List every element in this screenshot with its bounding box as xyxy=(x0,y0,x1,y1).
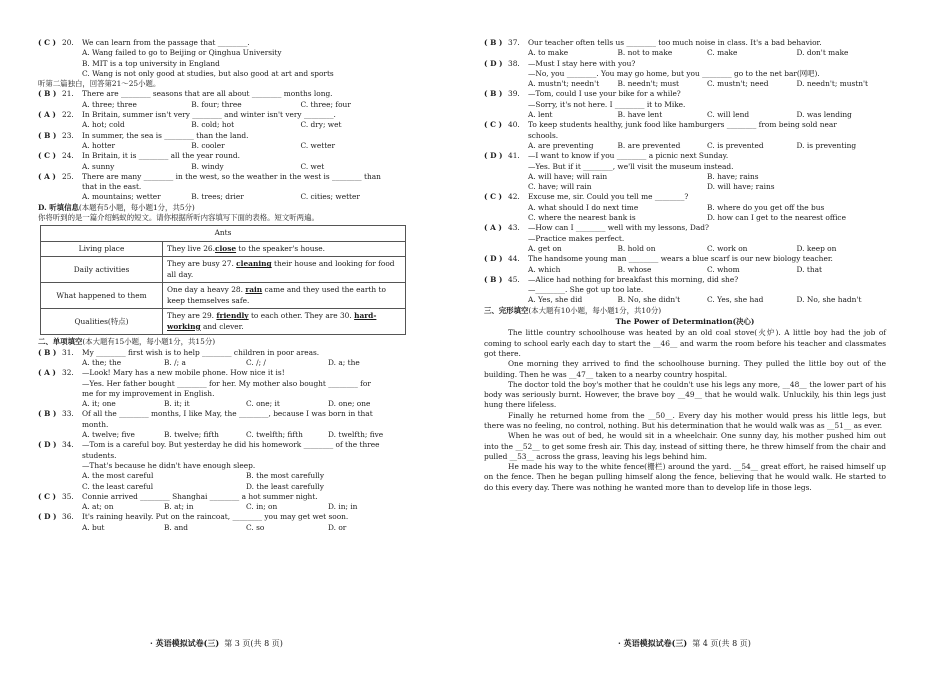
question-text: In summer, the sea is ________ than the land. xyxy=(82,130,249,140)
option: B. MIT is a top university in England xyxy=(82,58,220,68)
answer-mark: ( B ) xyxy=(38,130,57,140)
row-label: Qualities(特点) xyxy=(41,309,163,335)
passage-paragraph: When he was out of bed, he would sit in a wheelchair. One sunny day, his mother pushed him out into the __52__ to get some fresh air. This day, instead of sitting there, he threw himself from the chair and pulled __53__ across the grass, leaving his legs behind him. xyxy=(484,431,886,461)
option: A. sunny xyxy=(82,161,115,171)
question-42 xyxy=(484,192,886,223)
question-number: 22. xyxy=(62,110,74,120)
question-21 xyxy=(38,89,410,110)
answer-mark: ( A ) xyxy=(38,171,56,181)
passage-paragraph: He made his way to the white fence(栅栏) around the yard. __54__ great effort, he raised himself up on the fence. Then he began pulling himself along the fence, believing that he would walk. He started to do this every day. There was nothing he wanted more than to develop life in those legs. xyxy=(484,462,886,492)
question-text-cont: —________. She got up too late. xyxy=(528,285,644,295)
answer-word: close xyxy=(214,243,237,253)
question-36 xyxy=(38,512,410,533)
question-text: —Must I stay here with you? xyxy=(528,58,636,68)
option: C. cities; wetter xyxy=(300,192,360,202)
question-35 xyxy=(38,492,410,513)
options xyxy=(528,244,886,254)
passage-paragraph: The doctor told the boy's mother that he couldn't use his legs any more, __48__ the lower part of his body was seriously burnt. However, the brave boy __49__ that he would walk. Unluckily, his thin legs just hung there lifeless. xyxy=(484,379,886,410)
question-34 xyxy=(38,440,410,491)
table-row xyxy=(41,283,406,309)
page-footer-right xyxy=(618,638,751,649)
question-number: 44. xyxy=(508,254,520,264)
option: A. twelve; five xyxy=(82,430,135,440)
listening-instruction: 听第二篇独白，回答第21～25小题。 xyxy=(38,79,161,89)
option: A. to make xyxy=(528,48,569,58)
answer-blank xyxy=(236,259,272,268)
row-text: They are 29. xyxy=(167,311,215,321)
option: D. the least carefully xyxy=(246,481,324,491)
answer-mark: ( C ) xyxy=(484,120,503,130)
question-text-cont: schools. xyxy=(528,130,559,140)
question-43 xyxy=(484,223,886,254)
section-note: (本题有5小题，每小题1分，共5分) xyxy=(78,202,195,212)
option: A. hotter xyxy=(82,140,116,150)
question-number: 25. xyxy=(62,171,74,181)
row-content xyxy=(163,309,406,335)
answer-mark: ( B ) xyxy=(38,89,57,99)
option: C. mustn't; need xyxy=(707,79,769,89)
option: B. whose xyxy=(617,264,652,274)
question-32 xyxy=(38,368,410,409)
options xyxy=(528,213,886,223)
answer-mark: ( D ) xyxy=(484,151,503,161)
question-40 xyxy=(484,120,886,151)
answer-mark: ( D ) xyxy=(484,254,503,264)
option: A. it; one xyxy=(82,399,116,409)
options xyxy=(528,295,886,305)
answer-mark: ( A ) xyxy=(484,223,502,233)
section-note: (本大题有15小题，每小题1分，共15分) xyxy=(82,337,216,347)
option: B. where do you get off the bus xyxy=(707,202,825,212)
option: B. have; rains xyxy=(707,171,759,181)
question-number: 40. xyxy=(508,120,520,130)
answer-mark: ( C ) xyxy=(38,491,57,501)
footer-page: 第 3 页(共 8 页) xyxy=(224,639,283,648)
option: D. how can I get to the nearest office xyxy=(707,213,846,223)
option: A. mountains; wetter xyxy=(82,192,161,202)
question-number: 34. xyxy=(62,440,74,450)
question-number: 24. xyxy=(62,151,74,161)
option: D. one; one xyxy=(328,399,371,409)
option: C. so xyxy=(246,522,265,532)
answer-mark: ( B ) xyxy=(484,38,503,47)
answer-mark: ( D ) xyxy=(38,512,57,522)
options xyxy=(528,182,886,192)
options xyxy=(528,79,886,89)
options xyxy=(82,502,410,512)
footer-title: · 英语模拟试卷(三) xyxy=(618,638,688,648)
question-44 xyxy=(484,254,886,275)
question-text: Connie arrived ________ Shanghai ________ a hot summer night. xyxy=(82,491,318,501)
option: A. get on xyxy=(528,243,562,253)
row-label: Living place xyxy=(41,241,163,257)
option: A. the; the xyxy=(82,357,122,367)
option: B. at; in xyxy=(164,502,194,512)
option: A. hot; cold xyxy=(82,120,125,130)
option: B. the most carefully xyxy=(246,471,325,481)
question-31 xyxy=(38,348,410,369)
option: A. what should I do next time xyxy=(528,202,639,212)
question-20 xyxy=(38,38,410,79)
question-number: 33. xyxy=(62,409,74,419)
options xyxy=(82,100,410,110)
question-text: There are ________ seasons that are all about ________ months long. xyxy=(82,89,333,99)
section-title: 三、完形填空 xyxy=(484,305,529,315)
option: D. or xyxy=(328,522,347,532)
question-text-cont: month. xyxy=(82,419,109,429)
option: C. twelfth; fifth xyxy=(246,430,303,440)
option: B. are prevented xyxy=(617,140,681,150)
option: C. make xyxy=(707,48,738,58)
options xyxy=(82,120,410,130)
question-number: 37. xyxy=(508,38,520,47)
footer-title: · 英语模拟试卷(三) xyxy=(150,638,220,648)
option: D. was lending xyxy=(796,110,852,120)
options xyxy=(528,141,886,151)
question-number: 39. xyxy=(508,89,520,99)
right-page xyxy=(484,38,886,493)
question-24 xyxy=(38,151,410,172)
question-text: Our teacher often tells us ________ too much noise in class. It's a bad behavior. xyxy=(528,38,822,47)
question-text-cont: —Practice makes perfect. xyxy=(528,233,625,243)
option: A. Wang failed to go to Beijing or Qinghua University xyxy=(82,48,282,58)
option: B. hold on xyxy=(617,243,656,253)
answer-mark: ( C ) xyxy=(38,38,57,47)
answer-mark: ( C ) xyxy=(484,192,503,202)
option: C. Wang is not only good at studies, but also good at art and sports xyxy=(82,68,334,78)
answer-blank xyxy=(216,311,248,320)
options xyxy=(82,192,410,202)
option: D. that xyxy=(796,264,822,274)
question-22 xyxy=(38,110,410,131)
question-text: It's raining heavily. Put on the raincoat, ________ you may get wet soon. xyxy=(82,512,349,522)
question-text: We can learn from the passage that ________. xyxy=(82,38,250,47)
row-content xyxy=(163,257,406,283)
question-text: —Look! Mary has a new mobile phone. How nice it is! xyxy=(82,368,285,378)
question-39 xyxy=(484,89,886,120)
question-41 xyxy=(484,151,886,192)
question-text: —How can I ________ well with my lessons, Dad? xyxy=(528,223,709,233)
option: C. in; on xyxy=(246,502,278,512)
row-label: What happened to them xyxy=(41,283,163,309)
option: A. at; on xyxy=(82,502,114,512)
options xyxy=(82,482,410,492)
options xyxy=(528,172,886,182)
row-text: to each other. They are 30. xyxy=(248,311,352,321)
table-header-row xyxy=(41,226,406,242)
row-content xyxy=(163,283,406,309)
option: B. it; it xyxy=(164,399,190,409)
question-number: 45. xyxy=(508,274,520,284)
answer-blank xyxy=(245,285,262,294)
option: A. will have; will rain xyxy=(528,171,608,181)
option: B. cooler xyxy=(191,140,225,150)
option: D. is preventing xyxy=(796,140,857,150)
option: A. are preventing xyxy=(528,140,594,150)
option: C. is prevented xyxy=(707,140,764,150)
option: A. lent xyxy=(528,110,553,120)
answer-mark: ( B ) xyxy=(484,274,503,284)
option: C. have; will rain xyxy=(528,182,592,192)
option: A. but xyxy=(82,522,105,532)
options xyxy=(528,48,886,58)
option: C. whom xyxy=(707,264,740,274)
section-title: D. 听填信息 xyxy=(38,202,79,212)
option: B. needn't; must xyxy=(617,79,679,89)
question-number: 21. xyxy=(62,89,74,99)
question-45 xyxy=(484,275,886,306)
answer-mark: ( C ) xyxy=(38,151,57,161)
answer-word: hard-working xyxy=(167,311,377,331)
option: B. /; a xyxy=(164,357,186,367)
option: B. four; three xyxy=(191,99,242,109)
answer-blank xyxy=(215,244,236,253)
question-text: —Tom is a careful boy. But yesterday he did his homework ________ of the three xyxy=(82,440,380,450)
question-number: 38. xyxy=(508,58,520,68)
option: C. dry; wet xyxy=(300,120,342,130)
row-text: and clever. xyxy=(200,321,244,331)
row-content xyxy=(163,241,406,257)
option: B. and xyxy=(164,522,189,532)
question-text-cont: —Sorry, it's not here. I ________ it to Mike. xyxy=(528,99,686,109)
option: C. wetter xyxy=(300,140,336,150)
answer-mark: ( D ) xyxy=(38,440,57,450)
answer-mark: ( B ) xyxy=(38,409,57,419)
answer-mark: ( D ) xyxy=(484,58,503,68)
option: B. have lent xyxy=(617,110,663,120)
question-text: —I want to know if you ________ a picnic next Sunday. xyxy=(528,151,729,161)
option: D. twelfth; five xyxy=(328,430,384,440)
question-text-cont: me for my improvement in English. xyxy=(82,388,215,398)
section-3-heading xyxy=(484,306,886,316)
option: C. one; it xyxy=(246,399,280,409)
row-text: They live 26. xyxy=(167,243,215,253)
page-footer-left xyxy=(150,638,283,649)
question-33 xyxy=(38,409,410,440)
question-text: —Alice had nothing for breakfast this morning, did she? xyxy=(528,274,739,284)
option: D. will have; rains xyxy=(707,182,775,192)
option: D. don't make xyxy=(796,48,849,58)
options xyxy=(82,399,410,409)
footer-page: 第 4 页(共 8 页) xyxy=(692,639,751,648)
option: D. a; the xyxy=(328,357,360,367)
option: B. trees; drier xyxy=(191,192,244,202)
passage-paragraph: The little country schoolhouse was heated by an old coal stove(火炉). A little boy had the job of coming to school early each day to start the __46__ and warm the room before his teacher and classmates got there. xyxy=(484,328,886,358)
passage-title: The Power of Determination(决心) xyxy=(615,317,755,327)
passage-paragraph: One morning they arrived to find the schoolhouse burning. They pulled the little boy out of the building. Then he was __47__ taken to a nearby country hospital. xyxy=(484,359,886,379)
answer-word: cleaning xyxy=(236,259,272,269)
question-text-cont: that in the east. xyxy=(82,182,142,192)
row-text: to the speaker's house. xyxy=(236,243,325,253)
section-note: (本大题有10小题，每小题1分，共10分) xyxy=(528,305,662,315)
question-text: In Britain, summer isn't very ________ and winter isn't very ________. xyxy=(82,110,336,120)
question-text: To keep students healthy, junk food like hamburgers ________ from being sold near xyxy=(528,120,837,130)
left-page xyxy=(38,38,410,533)
section-2-heading xyxy=(38,337,410,347)
row-text: their house and looking for food all day. xyxy=(167,259,395,279)
question-text-cont: —Yes. But if it ________, we'll visit the museum instead. xyxy=(528,161,734,171)
option: C. will lend xyxy=(707,110,750,120)
option: C. /; / xyxy=(246,357,266,367)
answer-word: rain xyxy=(245,285,263,295)
option: D. keep on xyxy=(796,243,837,253)
options xyxy=(528,265,886,275)
question-text: My ________ first wish is to help ________ children in poor areas. xyxy=(82,347,320,357)
ants-table xyxy=(40,225,406,335)
question-number: 36. xyxy=(62,512,74,522)
question-text-cont: —Yes. Her father bought ________ for her. My mother also bought ________ for xyxy=(82,378,371,388)
option: C. wet xyxy=(300,161,325,171)
question-number: 20. xyxy=(62,38,74,47)
options xyxy=(82,358,410,368)
options xyxy=(82,141,410,151)
option: A. Yes, she did xyxy=(528,295,583,305)
options xyxy=(82,471,410,481)
options xyxy=(82,162,410,172)
row-label: Daily activities xyxy=(41,257,163,283)
option: C. three; four xyxy=(300,99,351,109)
option: B. No, she didn't xyxy=(617,295,681,305)
question-25 xyxy=(38,172,410,203)
question-text: —Tom, could I use your bike for a while? xyxy=(528,89,681,99)
question-number: 31. xyxy=(62,347,74,357)
options xyxy=(82,523,410,533)
option: C. work on xyxy=(707,243,748,253)
question-text: The handsome young man ________ wears a blue scarf is our new biology teacher. xyxy=(528,254,833,264)
answer-word: friendly xyxy=(216,311,249,321)
options xyxy=(82,430,410,440)
option: C. the least careful xyxy=(82,481,154,491)
option: D. No, she hadn't xyxy=(796,295,862,305)
question-text: Of all the ________ months, I like May, the ________, because I was born in that xyxy=(82,409,373,419)
row-text: One day a heavy 28. xyxy=(167,285,243,295)
option: A. which xyxy=(528,264,561,274)
option: B. twelve; fifth xyxy=(164,430,219,440)
section-d-heading xyxy=(38,203,410,213)
table-row xyxy=(41,309,406,335)
answer-mark: ( B ) xyxy=(484,89,503,99)
question-number: 23. xyxy=(62,130,74,140)
answer-mark: ( B ) xyxy=(38,347,57,357)
option: D. needn't; mustn't xyxy=(796,79,868,89)
question-text: There are many ________ in the west, so the weather in the west is ________ than xyxy=(82,171,381,181)
options xyxy=(528,203,886,213)
option: A. mustn't; needn't xyxy=(528,79,600,89)
option: B. cold; hot xyxy=(191,120,235,130)
row-text: came and they used the earth to keep themselves safe. xyxy=(167,285,386,305)
passage-paragraph: Finally he returned home from the __50__. Every day his mother would press his little legs, but there was no feeling, no control, nothing. But his determination that he would walk was as __51__ as ever. xyxy=(484,410,886,430)
question-number: 43. xyxy=(508,223,520,233)
question-23 xyxy=(38,131,410,152)
question-text: Excuse me, sir. Could you tell me ________? xyxy=(528,192,689,202)
question-text-cont: —No, you ________. You may go home, but you ________ go to the net bar(网吧). xyxy=(528,68,820,78)
option: D. in; in xyxy=(328,502,358,512)
table-title: Ants xyxy=(41,226,406,242)
question-text: In Britain, it is ________ all the year round. xyxy=(82,151,241,161)
question-number: 35. xyxy=(62,491,74,501)
table-row xyxy=(41,257,406,283)
question-number: 41. xyxy=(508,151,520,161)
option: B. not to make xyxy=(617,48,673,58)
options xyxy=(528,110,886,120)
answer-mark: ( A ) xyxy=(38,110,56,120)
answer-mark: ( A ) xyxy=(38,368,56,378)
option: A. three; three xyxy=(82,99,137,109)
question-37 xyxy=(484,38,886,59)
table-row xyxy=(41,241,406,257)
question-38 xyxy=(484,59,886,90)
option: C. Yes, she had xyxy=(707,295,764,305)
option: B. windy xyxy=(191,161,224,171)
question-number: 42. xyxy=(508,192,520,202)
question-text-cont: —That's because he didn't have enough sleep. xyxy=(82,460,256,470)
row-text: They are busy 27. xyxy=(167,259,234,269)
section-d-intro: 你将听到的是一篇介绍蚂蚁的短文。请你根据所听内容填写下面的表格。短文听两遍。 xyxy=(38,213,319,223)
question-text-cont: students. xyxy=(82,450,117,460)
option: C. where the nearest bank is xyxy=(528,213,636,223)
question-number: 32. xyxy=(62,368,74,378)
section-title: 二、单项填空 xyxy=(38,337,83,347)
option: A. the most careful xyxy=(82,471,154,481)
